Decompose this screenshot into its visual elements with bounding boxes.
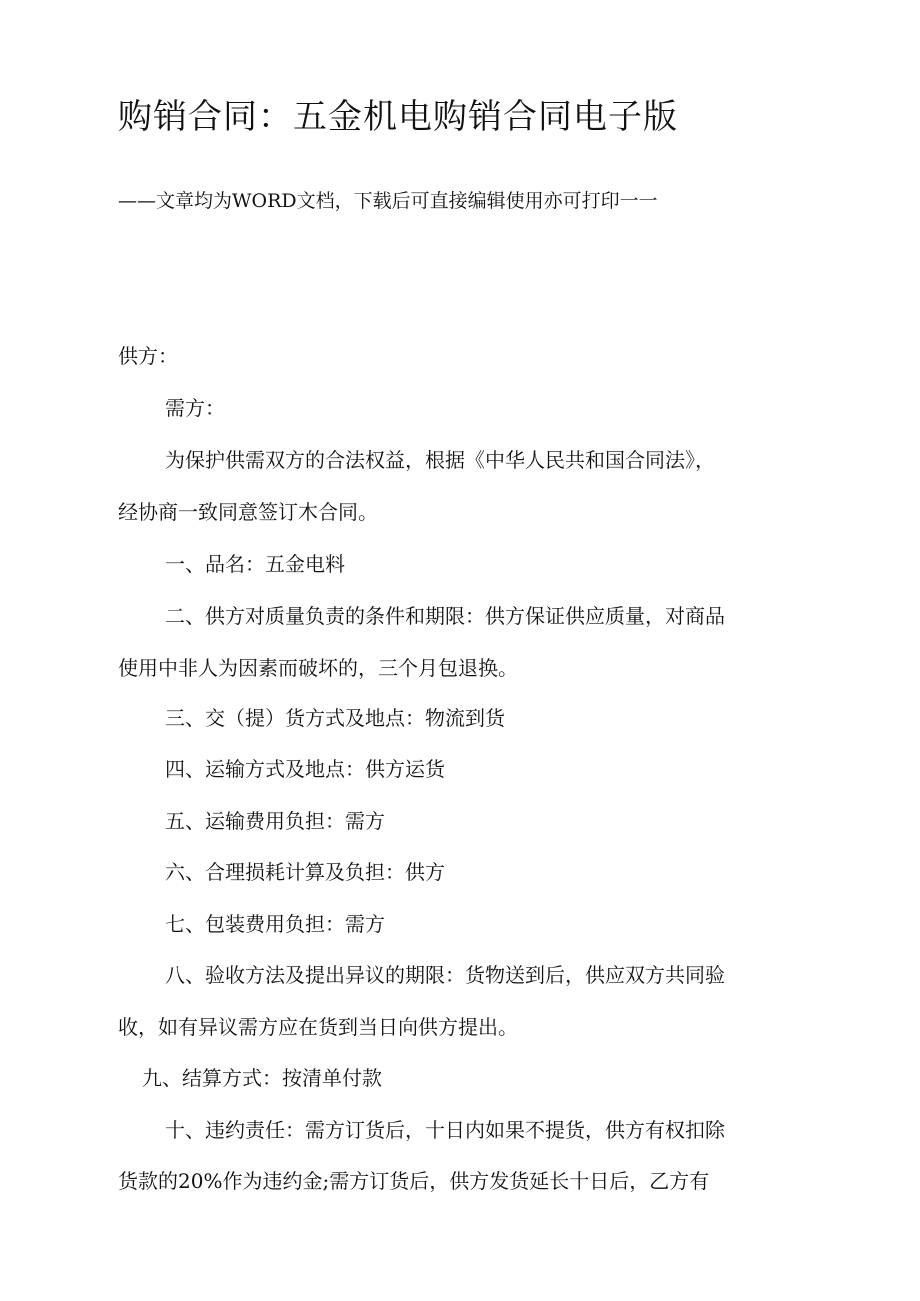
clause-10-line-2: 货款的20%作为违约金;需方订货后，供方发货延长十日后，乙方有 bbox=[118, 1169, 710, 1193]
clause-6: 六、合理损耗计算及负担：供方 bbox=[165, 860, 445, 884]
clause-2-line-1: 二、供方对质量负责的条件和期限：供方保证供应质量，对商品 bbox=[165, 604, 725, 628]
clause-10-line-1: 十、违约责任：需方订货后，十日内如果不提货，供方有权扣除 bbox=[165, 1118, 725, 1142]
clause-2-line-2: 使用中非人为因素而破坏的，三个月包退换。 bbox=[118, 656, 518, 680]
clause-8-line-2: 收，如有异议需方应在货到当日向供方提出。 bbox=[118, 1015, 518, 1039]
document-subtitle: ——文章均为WORD文档，下载后可直接编辑使用亦可打印一一 bbox=[118, 190, 658, 212]
supplier-label: 供方： bbox=[118, 344, 178, 368]
clause-9: 九、结算方式：按清单付款 bbox=[142, 1066, 382, 1090]
clause-3: 三、交（提）货方式及地点：物流到货 bbox=[165, 706, 505, 730]
clause-7: 七、包装费用负担：需方 bbox=[165, 912, 385, 936]
clause-4: 四、运输方式及地点：供方运货 bbox=[165, 757, 445, 781]
clause-1: 一、品名：五金电料 bbox=[165, 552, 345, 576]
buyer-label: 需方： bbox=[165, 396, 225, 420]
preamble-line-2: 经协商一致同意签订木合同。 bbox=[118, 500, 378, 524]
document-title: 购销合同：五金机电购销合同电子版 bbox=[118, 97, 678, 137]
clause-8-line-1: 八、验收方法及提出异议的期限：货物送到后，供应双方共同验 bbox=[165, 963, 725, 987]
clause-5: 五、运输费用负担：需方 bbox=[165, 809, 385, 833]
preamble-line-1: 为保护供需双方的合法权益，根据《中华人民共和国合同法》， bbox=[165, 448, 715, 472]
